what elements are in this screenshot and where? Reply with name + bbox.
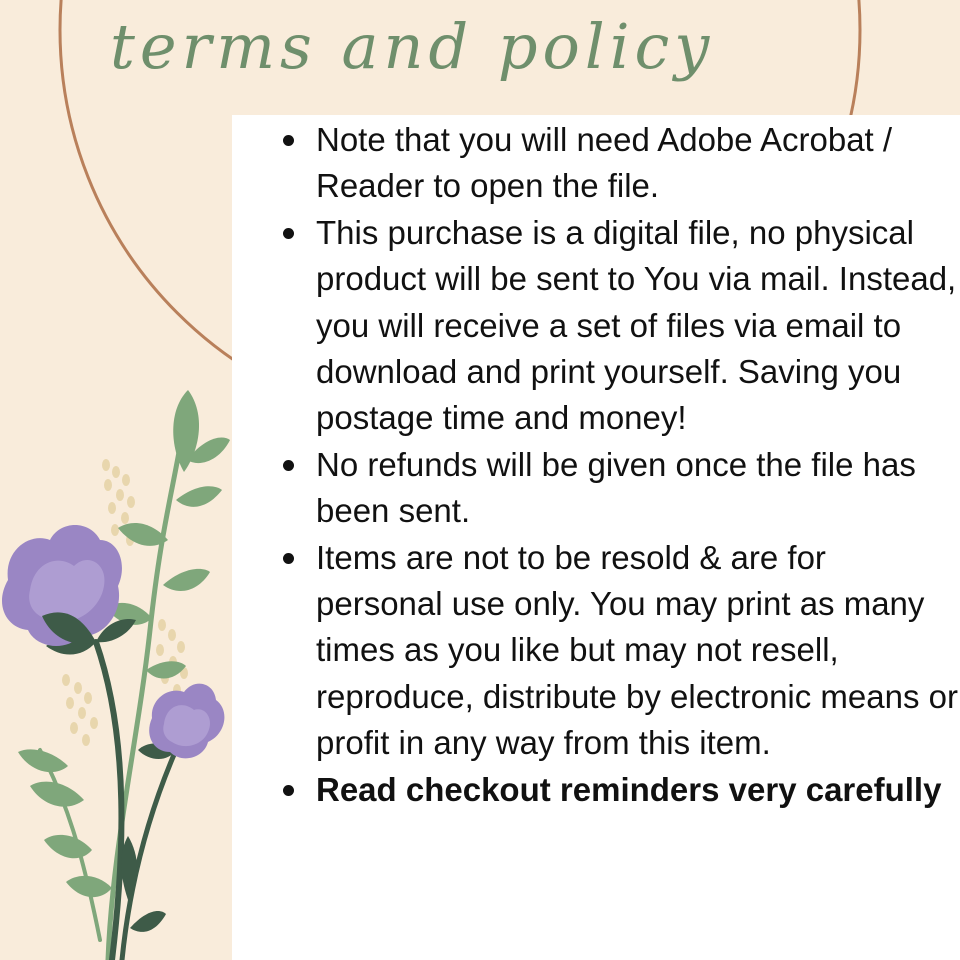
term-item-digital-file: This purchase is a digital file, no physical product will be sent to You via mail. Instead, you will receive a set of files via email to download and print yourself. Saving you postage time and money! <box>316 210 960 442</box>
term-item-file-reader: Note that you will need Adobe Acrobat / Reader to open the file. <box>316 117 960 210</box>
large-flower-icon <box>2 525 122 646</box>
terms-list <box>232 115 960 813</box>
flower-illustration-icon <box>0 380 232 960</box>
small-flower-icon <box>149 684 224 759</box>
term-item-checkout-reminder: Read checkout reminders very carefully <box>316 767 960 813</box>
page-title: terms and policy <box>110 10 715 83</box>
terms-panel <box>232 115 960 960</box>
term-item-no-refunds: No refunds will be given once the file has been sent. <box>316 442 960 535</box>
term-item-personal-use: Items are not to be resold & are for personal use only. You may print as many times as you like but may not resell, reproduce, distribute by electronic means or profit in any way from this item. <box>316 535 960 767</box>
